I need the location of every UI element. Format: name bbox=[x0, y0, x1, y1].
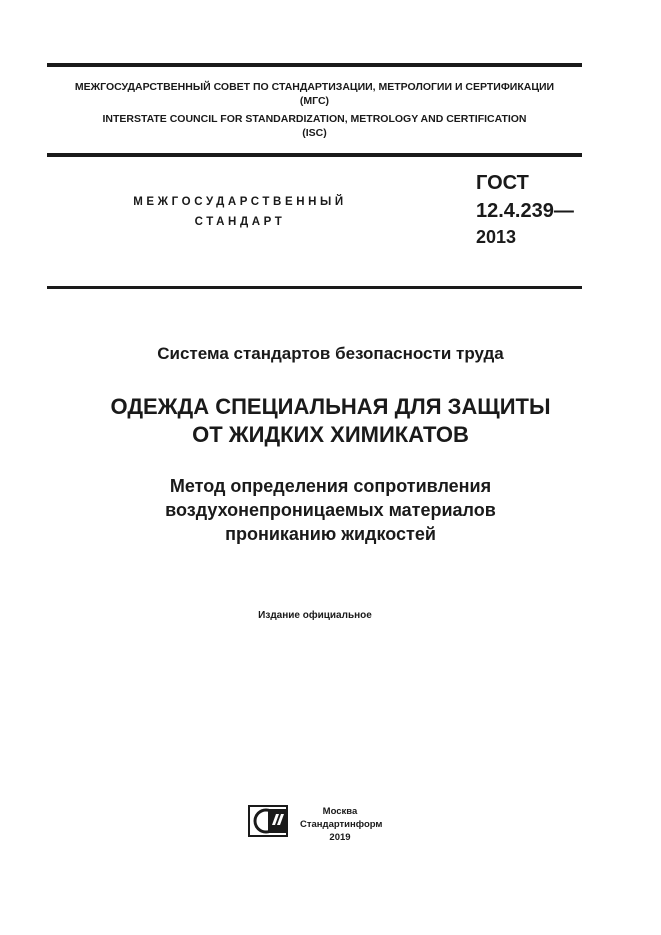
gost-number: 12.4.239— bbox=[476, 200, 574, 222]
publication-year: 2019 bbox=[329, 832, 351, 843]
gost-prefix: ГОСТ bbox=[476, 172, 529, 194]
top-rule bbox=[47, 63, 582, 67]
council-name-en-line: INTERSTATE COUNCIL FOR STANDARDIZATION, METROLOGY AND CERTIFICATION bbox=[102, 113, 527, 125]
council-abbr-ru: (МГС) bbox=[299, 95, 330, 107]
council-name-ru bbox=[47, 80, 582, 108]
document-subtitle bbox=[0, 474, 661, 546]
middle-rule bbox=[47, 153, 582, 157]
document-title-line2: ОТ ЖИДКИХ ХИМИКАТОВ bbox=[192, 422, 469, 447]
publisher-name: Стандартинформ bbox=[300, 819, 383, 830]
publisher-block bbox=[300, 805, 383, 844]
standard-label-line1: МЕЖГОСУДАРСТВЕННЫЙ bbox=[133, 196, 347, 208]
council-name-en bbox=[47, 112, 582, 140]
document-subtitle-line3: проникaнию жидкостей bbox=[225, 524, 436, 544]
council-name-ru-line: МЕЖГОСУДАРСТВЕННЫЙ СОВЕТ ПО СТАНДАРТИЗАЦИИ, МЕТРОЛОГИИ И СЕРТИФИКАЦИИ bbox=[74, 81, 555, 93]
edition-note: Издание официальное bbox=[258, 610, 372, 621]
system-title: Система стандартов безопасности труда bbox=[157, 344, 504, 363]
document-title bbox=[0, 393, 661, 449]
bottom-rule bbox=[47, 286, 582, 289]
standard-label bbox=[100, 192, 380, 232]
gost-designation bbox=[476, 169, 574, 225]
publisher-city: Москва bbox=[322, 806, 358, 817]
document-subtitle-line1: Метод определения сопротивления bbox=[169, 476, 492, 496]
standard-label-line2: СТАНДАРТ bbox=[194, 216, 286, 228]
document-subtitle-line2: воздухонепроницаемых материалов bbox=[165, 500, 496, 520]
gost-year: 2013 bbox=[476, 227, 517, 247]
document-title-line1: ОДЕЖДА СПЕЦИАЛЬНАЯ ДЛЯ ЗАЩИТЫ bbox=[110, 394, 551, 419]
council-abbr-en: (ISC) bbox=[302, 127, 327, 139]
standartinform-logo-icon bbox=[248, 805, 288, 837]
